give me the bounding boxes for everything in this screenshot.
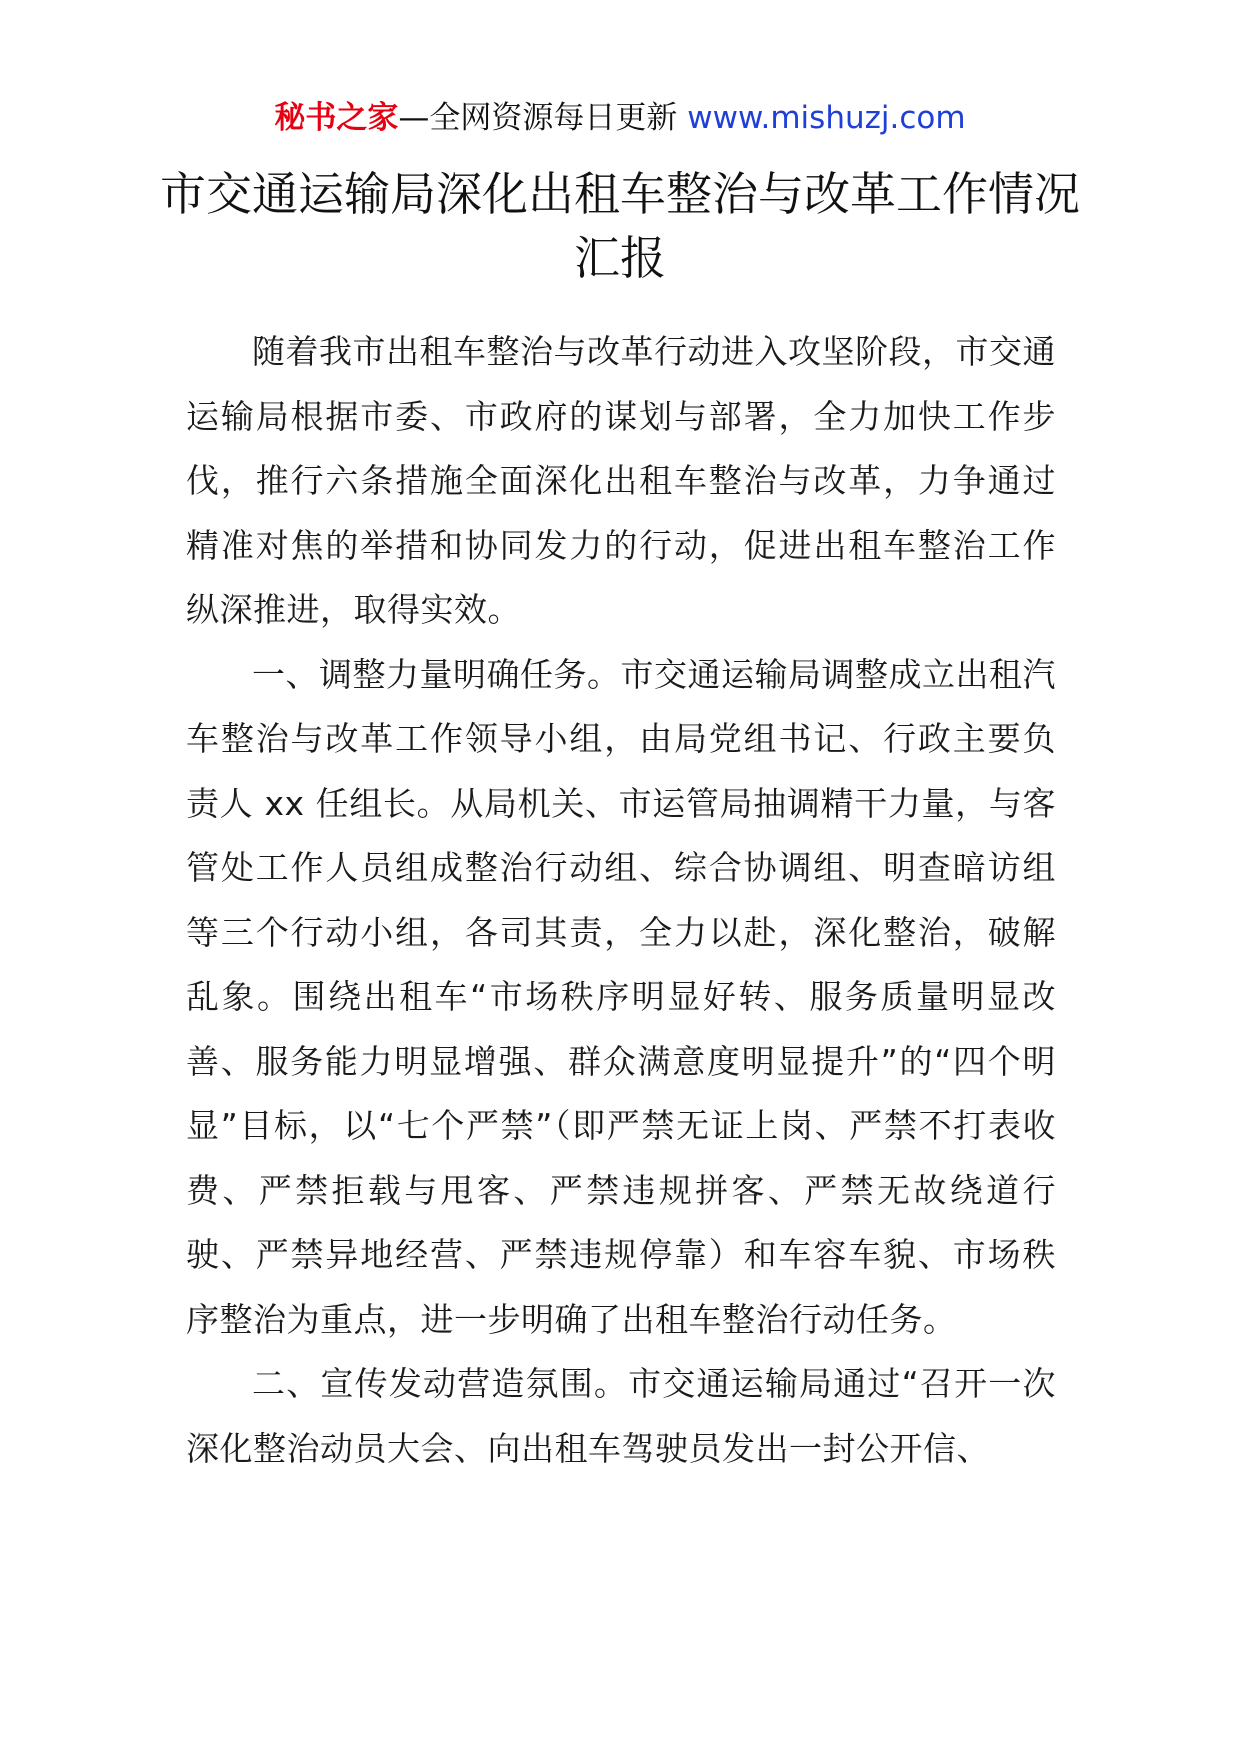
paragraph-intro: 随着我市出租车整治与改革行动进入攻坚阶段，市交通运输局根据市委、市政府的谋划与部署，全力加快工作步伐，推行六条措施全面深化出租车整治与改革，力争通过精准对焦的举措和协同发力的行动，促进出租车整治工作纵深推进，取得实效。 [186, 332, 1056, 629]
paragraph-section-1: 一、调整力量明确任务。市交通运输局调整成立出租汽车整治与改革工作领导小组，由局党组书记、行政主要负责人 xx 任组长。从局机关、市运管局抽调精干力量，与客管处工作人员组成整治行动组、综合协调组、明查暗访组等三个行动小组，各司其责，全力以赴，深化整治，破解乱象。围绕出租车“市场秩序明显好转、服务质量明显改善、服务能力明显增强、群众满意度明显提升”的“四个明显”目标，以“七个严禁”（即严禁无证上岗、严禁不打表收费、严禁拒载与甩客、严禁违规拼客、严禁无故绕道行驶、严禁异地经营、严禁违规停靠）和车容车貌、市场秩序整治为重点，进一步明确了出租车整治行动任务。 [186, 654, 1056, 1339]
document-body [186, 320, 1056, 1481]
document-title: 市交通运输局深化出租车整治与改革工作情况汇报 [160, 167, 1080, 285]
brand-name: 秘书之家 [274, 100, 399, 136]
site-header [0, 98, 1240, 138]
paragraph-section-2: 二、宣传发动营造氛围。市交通运输局通过“召开一次深化整治动员大会、向出租车驾驶员发出一封公开信、 [186, 1364, 1056, 1468]
site-url[interactable]: www.mishuzj.com [687, 100, 966, 136]
header-tagline: —全网资源每日更新 [398, 100, 678, 136]
